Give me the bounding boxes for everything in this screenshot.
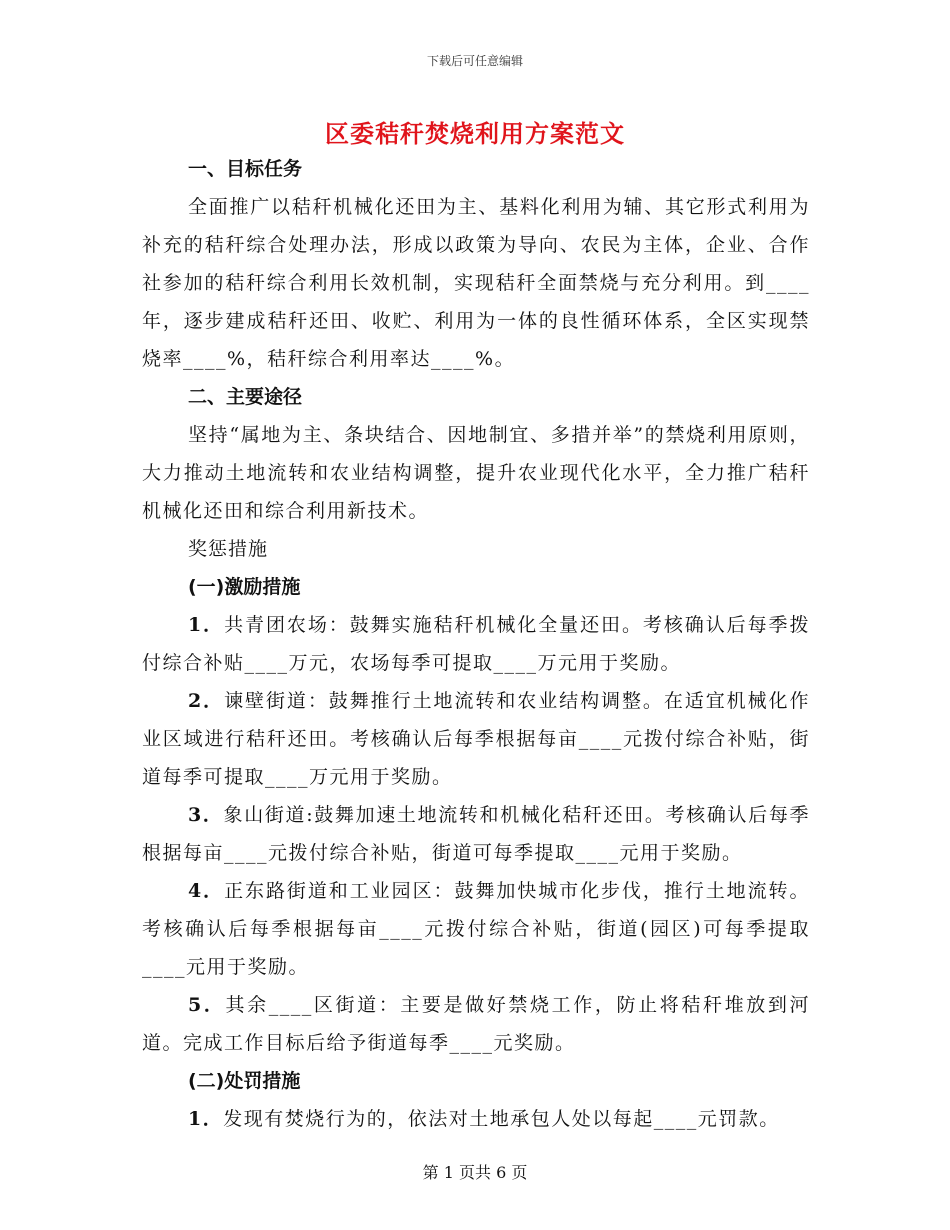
incentive-heading: (一)激励措施 [188,576,301,598]
item-text: 共青团农场：鼓舞实施秸秆机械化全量还田。考核确认后每季拨付综合补贴____万元，农场每季可提取____万元用于奖励。 [142,614,810,674]
goals-paragraph: 全面推广以秸秆机械化还田为主、基料化利用为辅、其它形式利用为补充的秸秆综合处理办法，形成以政策为导向、农民为主体，企业、合作社参加的秸秆综合利用长效机制，实现秸秆全面禁烧与充分利用。到____年，逐步建成秸秆还田、收贮、利用为一体的良性循环体系，全区实现禁烧率____%，秸秆综合利用率达____%。 [142,196,810,370]
penalty-heading: (二)处罚措施 [188,1070,301,1092]
incentive-item [142,986,810,1062]
item-number: 1． [188,1108,224,1130]
incentive-item [142,606,810,682]
item-number: 3． [188,804,224,826]
incentive-item [142,796,810,872]
item-text: 发现有焚烧行为的，依法对土地承包人处以每起____元罚款。 [223,1108,780,1130]
item-number: 2． [188,690,225,712]
reward-penalty-label: 奖惩措施 [188,538,269,560]
item-text: 谏壁街道：鼓舞推行土地流转和农业结构调整。在适宜机械化作业区域进行秸秆还田。考核确认后每季根据每亩____元拨付综合补贴，街道每季可提取____万元用于奖励。 [142,690,810,788]
header-note: 下载后可任意编辑 [426,54,523,68]
penalty-item [142,1100,810,1138]
page-footer: 第 1 页共 6 页 [422,1163,528,1182]
document-body [142,150,810,1138]
item-number: 5． [188,994,226,1016]
item-text: 象山街道:鼓舞加速土地流转和机械化秸秆还田。考核确认后每季根据每亩____元拨付综合补贴，街道可每季提取____元用于奖励。 [142,804,810,864]
item-number: 1． [188,614,225,636]
item-number: 4． [188,880,225,902]
section-heading-approach: 二、主要途径 [188,386,303,408]
section-heading-goals: 一、目标任务 [188,158,303,180]
item-text: 正东路街道和工业园区：鼓舞加快城市化步伐，推行土地流转。考核确认后每季根据每亩____元拨付综合补贴，街道(园区)可每季提取____元用于奖励。 [142,880,810,978]
approach-paragraph: 坚持“属地为主、条块结合、因地制宜、多措并举”的禁烧利用原则，大力推动土地流转和农业结构调整，提升农业现代化水平，全力推广秸秆机械化还田和综合利用新技术。 [142,424,810,522]
incentive-item [142,872,810,986]
item-text: 其余____区街道：主要是做好禁烧工作，防止将秸秆堆放到河道。完成工作目标后给予街道每季____元奖励。 [142,994,810,1054]
incentive-item [142,682,810,796]
document-title: 区委秸秆焚烧利用方案范文 [325,120,625,148]
